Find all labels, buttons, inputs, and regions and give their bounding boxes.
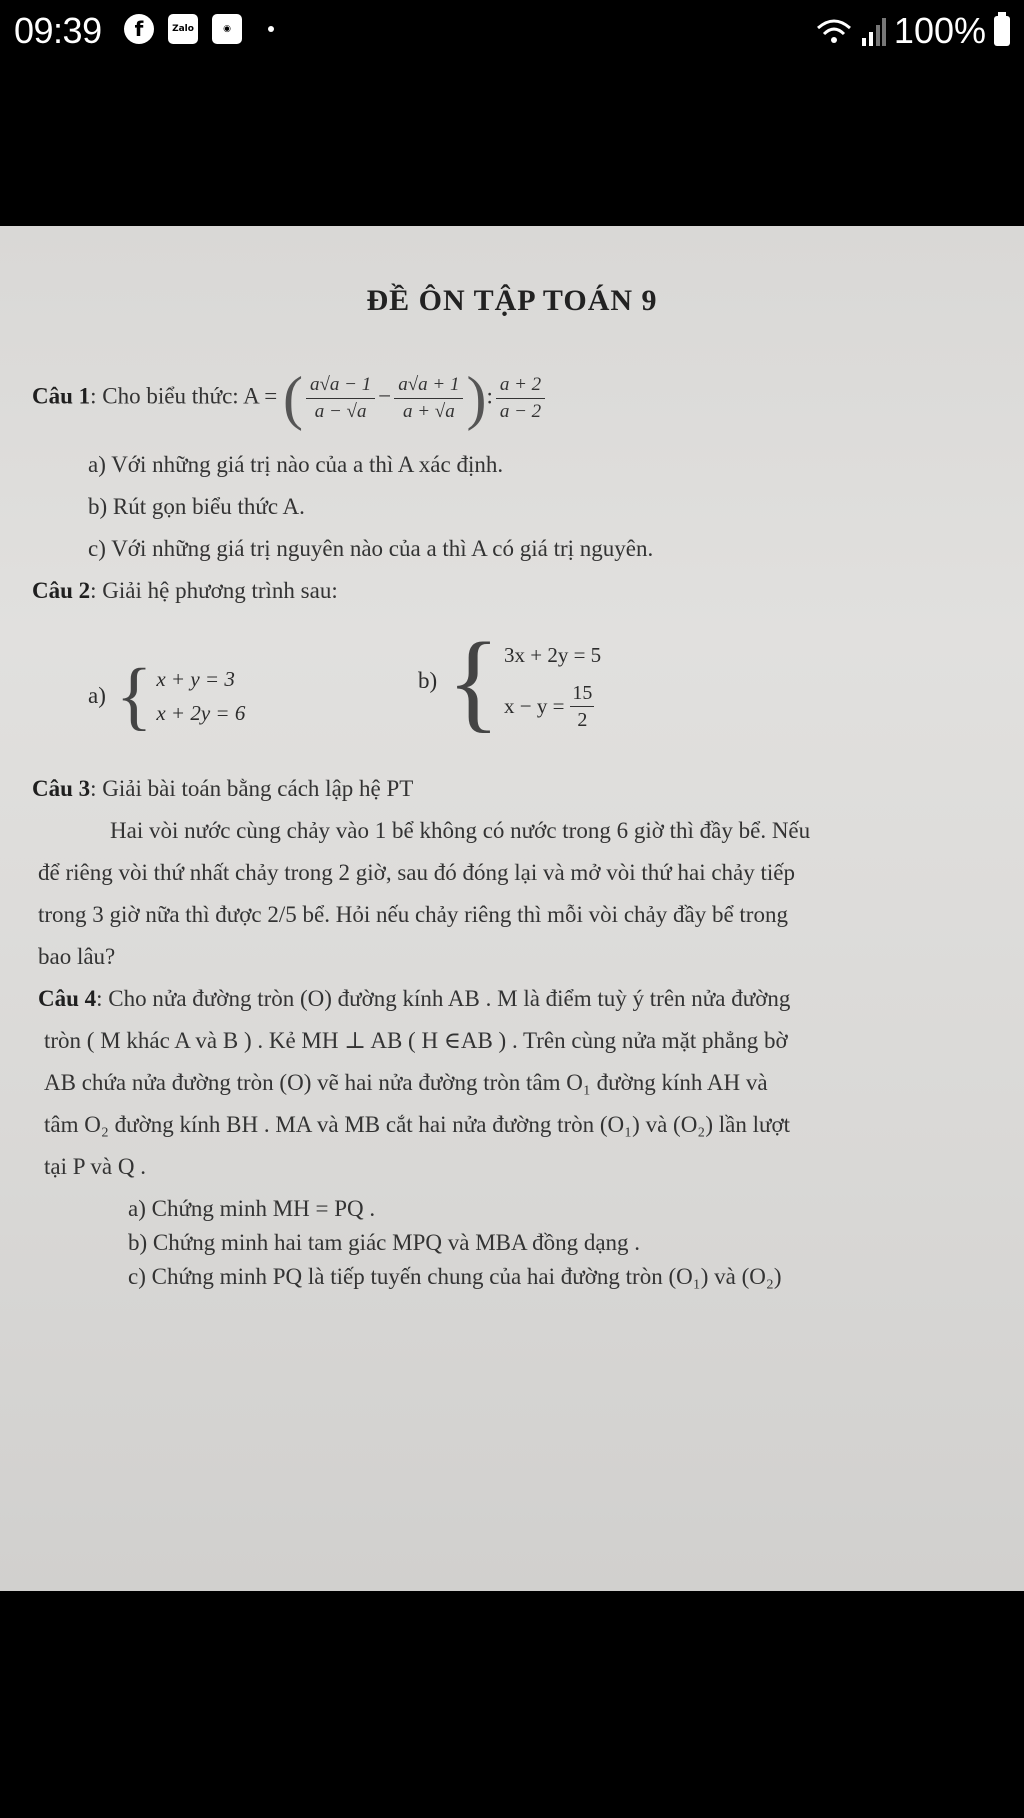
open-paren: ( (282, 365, 303, 431)
system-a (88, 654, 246, 738)
bottom-black-area (0, 1591, 1024, 1818)
question-3-line-1: Hai vòi nước cùng chảy vào 1 bể không có nước trong 6 giờ thì đầy bể. Nếu (110, 818, 811, 843)
question-4-line-3: AB chứa nửa đường tròn (O) vẽ hai nửa đường tròn tâm O₁ đường kính AH và (44, 1070, 768, 1095)
question-4c: c) Chứng minh PQ là tiếp tuyến chung của hai đường tròn (O₁) và (O₂) (128, 1264, 782, 1289)
fraction-3 (496, 372, 545, 425)
signal-icon (862, 16, 886, 46)
system-a-eq2: x + 2y = 6 (156, 701, 246, 725)
more-notifications-dot (268, 26, 274, 32)
question-4-line-2: tròn ( M khác A và B ) . Kẻ MH ⊥ AB ( H ∈AB ) . Trên cùng nửa mặt phẳng bờ (44, 1028, 788, 1053)
document-title: ĐỀ ÔN TẬP TOÁN 9 (366, 284, 658, 317)
system-b-label: b) (418, 668, 438, 693)
fraction-2-num: a√a + 1 (394, 372, 463, 399)
system-a-equations (156, 662, 245, 730)
brace: { (115, 654, 153, 738)
brace: { (447, 620, 500, 742)
question-2-text: : Giải hệ phương trình sau: (90, 578, 338, 603)
fraction-3-den: a − 2 (499, 400, 542, 422)
fraction-2-den: a + √a (402, 400, 455, 422)
question-4b: b) Chứng minh hai tam giác MPQ và MBA đồng dạng . (128, 1230, 641, 1255)
fraction-1 (306, 372, 375, 425)
question-3-line-4: bao lâu? (38, 944, 116, 969)
question-1a: a) Với những giá trị nào của a thì A xác định. (88, 452, 504, 477)
battery-icon (994, 16, 1010, 46)
battery-percentage: 100% (893, 10, 986, 51)
question-2-label: Câu 2 (32, 578, 91, 603)
status-right (814, 10, 1010, 52)
question-3-label: Câu 3 (32, 776, 91, 801)
status-time: 09:39 (14, 10, 102, 51)
notification-icon: ◉ (212, 14, 242, 44)
question-4-label: Câu 4 (38, 986, 97, 1011)
document-photo[interactable] (0, 226, 1024, 1591)
question-1c: c) Với những giá trị nguyên nào của a thì A có giá trị nguyên. (88, 536, 654, 561)
fraction-15-2-den: 2 (577, 708, 588, 731)
zalo-icon: Zalo (168, 14, 198, 44)
status-bar (0, 0, 1024, 62)
system-b-eq2 (504, 680, 601, 733)
system-b-equations (504, 630, 601, 733)
divide-sign: : (486, 383, 493, 409)
system-b (418, 620, 602, 742)
question-3-line-2: để riêng vòi thứ nhất chảy trong 2 giờ, sau đó đóng lại và mở vòi thứ hai chảy tiếp (38, 860, 795, 885)
question-4-line-4: tâm O₂ đường kính BH . MA và MB cắt hai nửa đường tròn (O₁) và (O₂) lần lượt (44, 1112, 790, 1137)
question-4-line-1 (38, 986, 790, 1012)
question-1-label: Câu 1 (32, 383, 91, 409)
fraction-15-2 (570, 680, 594, 733)
system-b-eq1: 3x + 2y = 5 (503, 642, 602, 667)
question-4-text: : Cho nửa đường tròn (O) đường kính AB . M là điểm tuỳ ý trên nửa đường (96, 986, 791, 1011)
facebook-icon: f (124, 14, 154, 44)
question-2-intro (32, 578, 338, 604)
notification-icons (124, 14, 274, 44)
question-4a: a) Chứng minh MH = PQ . (128, 1196, 376, 1221)
system-b-eq2-lhs: x − y = (503, 694, 565, 718)
fraction-1-num: a√a − 1 (306, 372, 375, 399)
wifi-icon (814, 16, 854, 46)
fraction-15-2-num: 15 (570, 680, 594, 707)
fraction-2 (394, 372, 463, 425)
minus-sign: − (378, 383, 392, 409)
question-1-intro (32, 365, 548, 431)
fraction-1-den: a − √a (314, 400, 367, 422)
system-a-label: a) (88, 683, 106, 708)
question-4-line-5: tại P và Q . (44, 1154, 146, 1179)
fraction-3-num: a + 2 (496, 372, 545, 399)
system-a-eq1: x + y = 3 (156, 667, 235, 691)
question-1b: b) Rút gọn biểu thức A. (88, 494, 305, 519)
question-3-text: : Giải bài toán bằng cách lập hệ PT (90, 776, 414, 801)
question-3-intro (32, 776, 413, 802)
close-paren: ) (466, 365, 487, 431)
question-1-text: : Cho biểu thức: A = (90, 383, 278, 409)
question-3-line-3: trong 3 giờ nữa thì được 2/5 bể. Hỏi nếu chảy riêng thì mỗi vòi chảy đầy bể trong (38, 902, 788, 927)
